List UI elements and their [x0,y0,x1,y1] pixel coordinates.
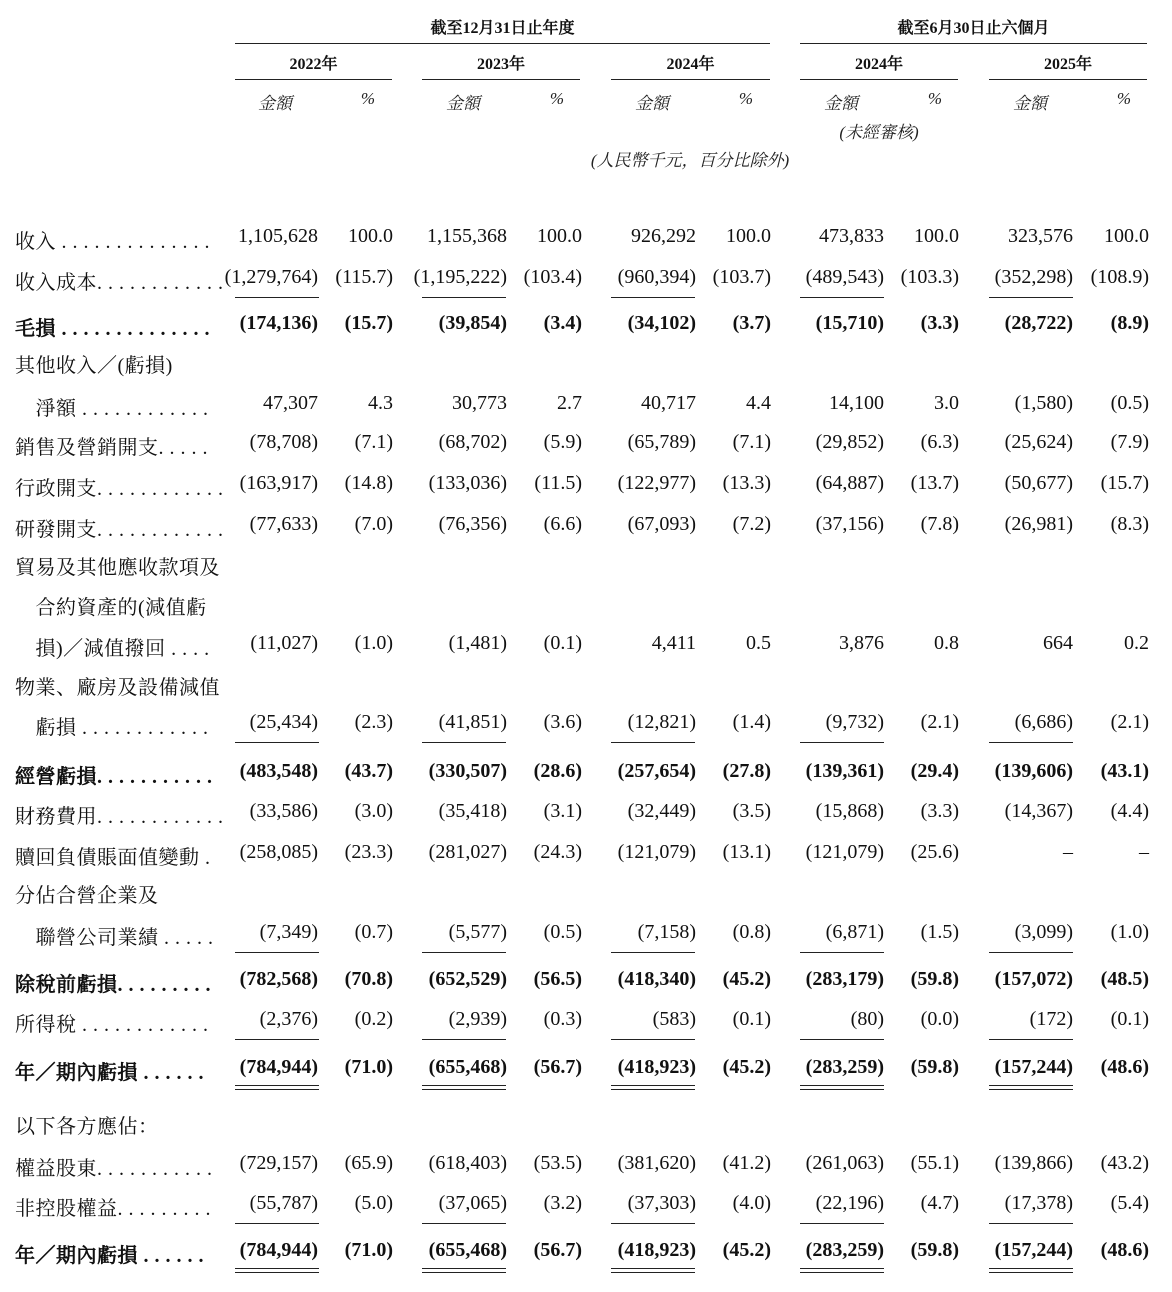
amount-cell: 1,155,368 [427,225,507,247]
percent-cell: (7.1) [732,431,771,453]
row-label: 收入 . . . . . . . . . . . . . . [15,231,210,253]
amount-cell: (782,568) [239,968,318,990]
subtotal-underline [235,1039,319,1040]
row-label: 年／期內虧損 . . . . . . [15,1245,204,1267]
percent-cell: (2.1) [920,711,959,733]
percent-cell: (71.0) [344,1056,393,1078]
percent-cell: (70.8) [344,968,393,990]
percent-cell: (43.2) [1100,1152,1149,1174]
total-double-underline [235,1268,319,1273]
subtotal-underline [800,297,884,298]
amount-col-header: 金額 [635,94,669,113]
amount-cell: (15,710) [815,312,884,334]
period-rule [800,79,958,80]
subtotal-underline [235,297,319,298]
amount-cell: (139,361) [805,760,884,782]
percent-cell: (3.5) [732,800,771,822]
row-label: 合約資產的(減值虧 [15,597,207,619]
amount-cell: (7,158) [637,921,696,943]
percent-cell: (0.0) [920,1008,959,1030]
row-label: 虧損 . . . . . . . . . . . . [15,717,209,739]
percent-cell: (59.8) [910,968,959,990]
amount-cell: (121,079) [805,841,884,863]
percent-cell: (13.3) [722,472,771,494]
total-double-underline [800,1268,884,1273]
subtotal-underline [800,1223,884,1224]
subtotal-underline [989,1223,1073,1224]
total-double-underline [611,1268,695,1273]
amount-cell: 47,307 [263,392,318,414]
subtotal-underline [800,1039,884,1040]
percent-cell: (0.3) [543,1008,582,1030]
unaudited-note: (未經審核) [839,123,919,142]
amount-cell: (483,548) [239,760,318,782]
amount-cell: (583) [652,1008,696,1030]
percent-cell: (45.2) [722,1056,771,1078]
percent-col-header: % [549,89,565,108]
row-label: 所得稅 . . . . . . . . . . . . [15,1014,209,1036]
amount-cell: (33,586) [249,800,318,822]
percent-cell: (53.5) [533,1152,582,1174]
subtotal-underline [422,1039,506,1040]
half-year-group-header: 截至6月30日止六個月 [897,20,1050,37]
percent-cell: (7.9) [1110,431,1149,453]
amount-col-header: 金額 [446,94,480,113]
percent-cell: (7.1) [354,431,393,453]
percent-cell: (115.7) [335,266,393,288]
percent-cell: (27.8) [722,760,771,782]
percent-cell: (1.4) [732,711,771,733]
amount-cell: (12,821) [627,711,696,733]
amount-cell: (139,866) [994,1152,1073,1174]
percent-cell: (0.1) [732,1008,771,1030]
percent-cell: (3.6) [543,711,582,733]
percent-cell: (15.7) [1100,472,1149,494]
period-header: 2024年 [854,56,903,73]
percent-cell: (0.5) [543,921,582,943]
amount-cell: (34,102) [627,312,696,334]
period-header: 2025年 [1043,56,1092,73]
amount-cell: (418,340) [617,968,696,990]
subtotal-underline [611,1223,695,1224]
percent-cell: (23.3) [344,841,393,863]
amount-cell: (122,977) [617,472,696,494]
amount-cell: (283,259) [805,1239,884,1261]
subtotal-underline [422,742,506,743]
percent-cell: (0.1) [543,632,582,654]
subtotal-underline [800,742,884,743]
percent-cell: 4.3 [368,392,393,414]
amount-cell: (172) [1029,1008,1073,1030]
amount-cell: (80) [850,1008,884,1030]
percent-cell: (48.6) [1100,1239,1149,1261]
amount-cell: 14,100 [829,392,884,414]
percent-cell: (48.5) [1100,968,1149,990]
percent-cell: 100.0 [726,225,771,247]
amount-cell: (35,418) [438,800,507,822]
row-label: 物業、廠房及設備減值 [15,677,220,699]
percent-cell: (7.8) [920,513,959,535]
percent-cell: (3.3) [920,800,959,822]
percent-cell: (5.9) [543,431,582,453]
percent-cell: 0.2 [1124,632,1149,654]
amount-cell: (281,027) [428,841,507,863]
percent-cell: (48.6) [1100,1056,1149,1078]
percent-cell: (45.2) [722,968,771,990]
period-header: 2023年 [476,56,525,73]
percent-cell: 0.8 [934,632,959,654]
amount-cell: (655,468) [428,1239,507,1261]
amount-cell: (3,099) [1014,921,1073,943]
percent-col-header: % [927,89,943,108]
subtotal-underline [611,1039,695,1040]
total-double-underline [235,1085,319,1090]
amount-cell: (6,686) [1014,711,1073,733]
amount-cell: (25,624) [1004,431,1073,453]
percent-cell: (4.0) [732,1192,771,1214]
percent-cell: (1.0) [354,632,393,654]
total-double-underline [422,1268,506,1273]
row-label: 收入成本. . . . . . . . . . . . [15,272,224,294]
percent-cell: (7.2) [732,513,771,535]
total-double-underline [422,1085,506,1090]
subtotal-underline [989,1039,1073,1040]
row-label: 銷售及營銷開支. . . . . [15,437,208,459]
amount-cell: (50,677) [1004,472,1073,494]
total-double-underline [800,1085,884,1090]
percent-cell: (3.4) [543,312,582,334]
percent-cell: (3.7) [732,312,771,334]
subtotal-underline [611,952,695,953]
percent-cell: (6.6) [543,513,582,535]
percent-cell: (43.7) [344,760,393,782]
amount-cell: (28,722) [1004,312,1073,334]
percent-cell: (0.7) [354,921,393,943]
amount-cell: (381,620) [617,1152,696,1174]
amount-cell: (121,079) [617,841,696,863]
amount-cell: (784,944) [239,1056,318,1078]
amount-cell: (65,789) [627,431,696,453]
amount-cell: (139,606) [994,760,1073,782]
row-label: 分佔合營企業及 [15,885,159,907]
percent-cell: (0.8) [732,921,771,943]
percent-cell: (56.7) [533,1056,582,1078]
percent-cell: (29.4) [910,760,959,782]
percent-cell: (4.7) [920,1192,959,1214]
year-period-group-header: 截至12月31日止年度 [430,20,575,37]
amount-cell: 3,876 [839,632,884,654]
percent-cell: (56.7) [533,1239,582,1261]
amount-cell: (67,093) [627,513,696,535]
amount-cell: (68,702) [438,431,507,453]
amount-cell: (32,449) [627,800,696,822]
amount-cell: (37,303) [627,1192,696,1214]
row-label: 毛損 . . . . . . . . . . . . . . [15,318,210,340]
period-rule [235,79,392,80]
amount-cell: – [1063,841,1073,863]
period-header: 2024年 [666,56,715,73]
amount-cell: (163,917) [239,472,318,494]
amount-cell: (11,027) [250,632,318,654]
percent-cell: (8.3) [1110,513,1149,535]
amount-cell: (76,356) [438,513,507,535]
percent-col-header: % [360,89,376,108]
row-label: 以下各方應佔： [15,1116,159,1138]
amount-cell: (41,851) [438,711,507,733]
percent-cell: (24.3) [533,841,582,863]
amount-cell: (9,732) [825,711,884,733]
percent-cell: 100.0 [537,225,582,247]
percent-cell: 100.0 [348,225,393,247]
amount-cell: 40,717 [641,392,696,414]
amount-cell: (2,376) [259,1008,318,1030]
row-label: 損)／減值撥回 . . . . [15,638,210,660]
row-label: 權益股東. . . . . . . . . . . [15,1158,213,1180]
percent-cell: (6.3) [920,431,959,453]
amount-cell: (729,157) [239,1152,318,1174]
percent-col-header: % [1116,89,1132,108]
percent-cell: 4.4 [746,392,771,414]
total-double-underline [989,1268,1073,1273]
percent-cell: (2.1) [1110,711,1149,733]
subtotal-underline [422,1223,506,1224]
percent-cell: – [1139,841,1149,863]
row-label: 聯營公司業績 . . . . . [15,927,214,949]
period-rule [989,79,1147,80]
amount-col-header: 金額 [824,94,858,113]
amount-cell: (14,367) [1004,800,1073,822]
amount-cell: (283,179) [805,968,884,990]
percent-cell: (25.6) [910,841,959,863]
percent-cell: 100.0 [1104,225,1149,247]
percent-cell: (13.7) [910,472,959,494]
percent-cell: (43.1) [1100,760,1149,782]
amount-cell: (7,349) [259,921,318,943]
amount-col-header: 金額 [1013,94,1047,113]
percent-cell: 0.5 [746,632,771,654]
amount-cell: (64,887) [815,472,884,494]
subtotal-underline [989,297,1073,298]
amount-cell: 664 [1043,632,1073,654]
unit-note: (人民幣千元，百分比除外) [590,151,790,170]
percent-cell: (11.5) [534,472,582,494]
subtotal-underline [235,952,319,953]
row-label: 贖回負債賬面值變動 . [15,847,211,869]
period-header: 2022年 [289,56,338,73]
percent-cell: (41.2) [722,1152,771,1174]
percent-cell: (108.9) [1090,266,1149,288]
amount-cell: (257,654) [617,760,696,782]
amount-cell: (652,529) [428,968,507,990]
amount-cell: (5,577) [448,921,507,943]
subtotal-underline [611,297,695,298]
amount-cell: (133,036) [428,472,507,494]
percent-col-header: % [738,89,754,108]
percent-cell: (0.2) [354,1008,393,1030]
percent-cell: (3.0) [354,800,393,822]
percent-cell: 100.0 [914,225,959,247]
total-double-underline [611,1085,695,1090]
amount-cell: (418,923) [617,1056,696,1078]
percent-cell: (71.0) [344,1239,393,1261]
subtotal-underline [235,742,319,743]
subtotal-underline [989,952,1073,953]
amount-cell: (655,468) [428,1056,507,1078]
amount-cell: (157,244) [994,1239,1073,1261]
amount-cell: (6,871) [825,921,884,943]
percent-cell: (1.0) [1110,921,1149,943]
percent-cell: (2.3) [354,711,393,733]
amount-cell: (2,939) [448,1008,507,1030]
amount-cell: (784,944) [239,1239,318,1261]
percent-cell: (15.7) [344,312,393,334]
percent-cell: (7.0) [354,513,393,535]
amount-cell: (1,580) [1014,392,1073,414]
amount-cell: (258,085) [239,841,318,863]
amount-cell: (25,434) [249,711,318,733]
amount-cell: (17,378) [1004,1192,1073,1214]
percent-cell: (4.4) [1110,800,1149,822]
amount-cell: (330,507) [428,760,507,782]
percent-cell: (56.5) [533,968,582,990]
percent-cell: (0.1) [1110,1008,1149,1030]
percent-cell: (59.8) [910,1056,959,1078]
percent-cell: (55.1) [910,1152,959,1174]
amount-cell: (22,196) [815,1192,884,1214]
period-rule [422,79,580,80]
percent-cell: (13.1) [722,841,771,863]
percent-cell: (65.9) [344,1152,393,1174]
subtotal-underline [611,742,695,743]
percent-cell: (3.1) [543,800,582,822]
period-rule [611,79,770,80]
group-rule [800,43,1147,44]
amount-cell: 1,105,628 [238,225,318,247]
percent-cell: (0.5) [1110,392,1149,414]
percent-cell: (14.8) [344,472,393,494]
percent-cell: (5.0) [354,1192,393,1214]
amount-cell: (283,259) [805,1056,884,1078]
amount-cell: (489,543) [805,266,884,288]
amount-cell: (37,065) [438,1192,507,1214]
percent-cell: (5.4) [1110,1192,1149,1214]
amount-cell: (77,633) [249,513,318,535]
amount-cell: 473,833 [819,225,884,247]
group-rule [235,43,770,44]
amount-cell: (78,708) [249,431,318,453]
amount-cell: 323,576 [1008,225,1073,247]
amount-cell: (1,279,764) [224,266,318,288]
amount-cell: (15,868) [815,800,884,822]
amount-cell: (157,072) [994,968,1073,990]
percent-cell: 3.0 [934,392,959,414]
row-label: 經營虧損. . . . . . . . . . . [15,766,213,788]
percent-cell: (59.8) [910,1239,959,1261]
subtotal-underline [422,952,506,953]
row-label: 行政開支. . . . . . . . . . . . [15,478,224,500]
amount-cell: (418,923) [617,1239,696,1261]
amount-cell: (55,787) [249,1192,318,1214]
amount-cell: (29,852) [815,431,884,453]
amount-cell: 4,411 [651,632,696,654]
percent-cell: (1.5) [920,921,959,943]
amount-col-header: 金額 [258,94,292,113]
amount-cell: 926,292 [631,225,696,247]
percent-cell: 2.7 [557,392,582,414]
percent-cell: (28.6) [533,760,582,782]
row-label: 其他收入／(虧損) [15,355,173,377]
percent-cell: (103.4) [523,266,582,288]
amount-cell: 30,773 [452,392,507,414]
row-label: 財務費用. . . . . . . . . . . . [15,806,224,828]
subtotal-underline [989,742,1073,743]
amount-cell: (37,156) [815,513,884,535]
amount-cell: (157,244) [994,1056,1073,1078]
amount-cell: (352,298) [994,266,1073,288]
percent-cell: (3.3) [920,312,959,334]
amount-cell: (261,063) [805,1152,884,1174]
amount-cell: (174,136) [239,312,318,334]
percent-cell: (103.3) [900,266,959,288]
row-label: 年／期內虧損 . . . . . . [15,1062,204,1084]
subtotal-underline [422,297,506,298]
amount-cell: (26,981) [1004,513,1073,535]
row-label: 非控股權益. . . . . . . . . [15,1198,211,1220]
amount-cell: (1,195,222) [413,266,507,288]
percent-cell: (3.2) [543,1192,582,1214]
row-label: 貿易及其他應收款項及 [15,557,220,579]
amount-cell: (618,403) [428,1152,507,1174]
subtotal-underline [800,952,884,953]
row-label: 淨額 . . . . . . . . . . . . [15,398,209,420]
amount-cell: (39,854) [438,312,507,334]
row-label: 除稅前虧損. . . . . . . . . [15,974,211,996]
subtotal-underline [235,1223,319,1224]
amount-cell: (1,481) [448,632,507,654]
percent-cell: (8.9) [1110,312,1149,334]
amount-cell: (960,394) [617,266,696,288]
total-double-underline [989,1085,1073,1090]
percent-cell: (103.7) [712,266,771,288]
percent-cell: (45.2) [722,1239,771,1261]
row-label: 研發開支. . . . . . . . . . . . [15,519,224,541]
